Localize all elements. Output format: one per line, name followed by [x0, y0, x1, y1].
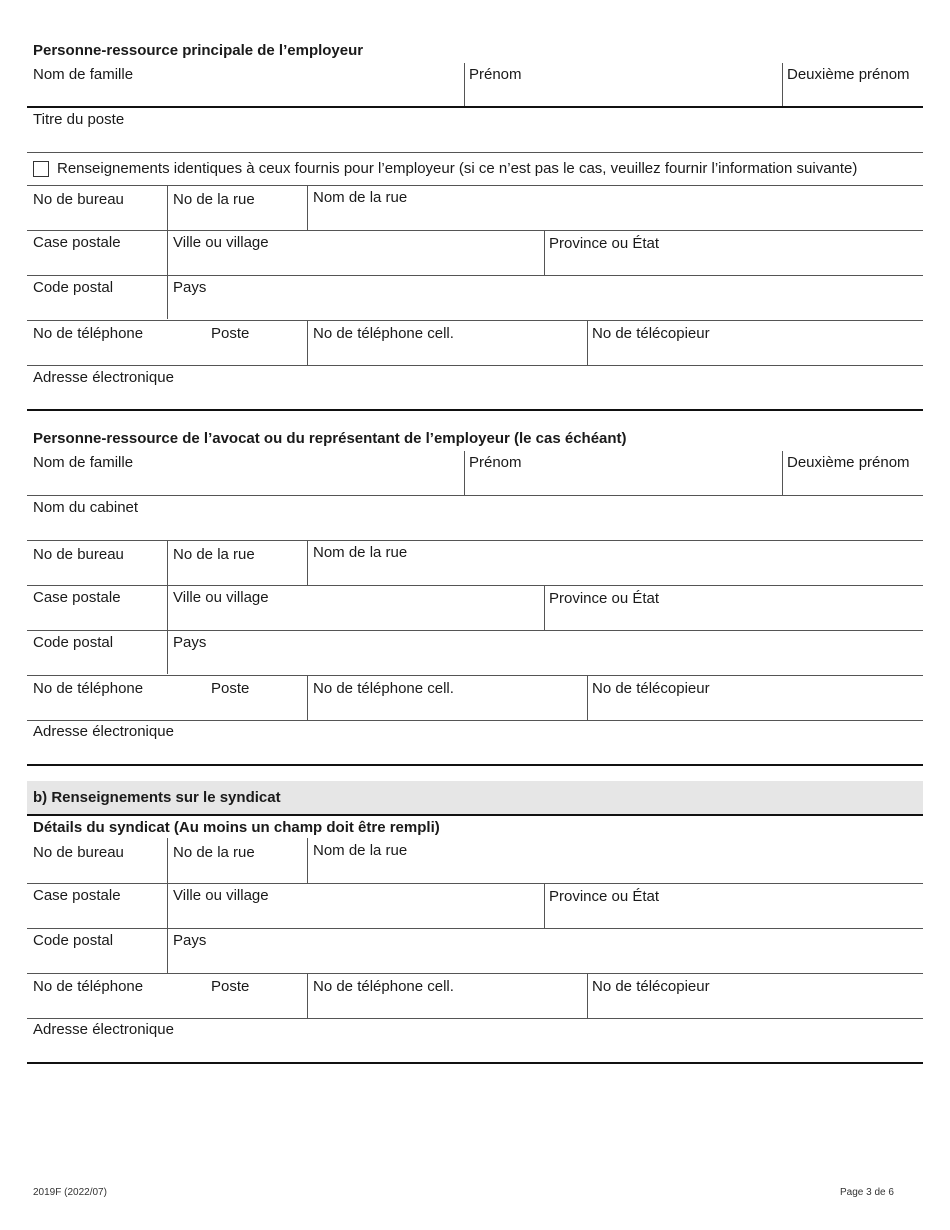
- employer-country-field[interactable]: Pays: [173, 279, 207, 296]
- rep-street-name-field[interactable]: Nom de la rue: [313, 544, 408, 561]
- same-info-checkbox-label: Renseignements identiques à ceux fournis pour l’employeur (si ce n’est pas le cas, veuillez fournir l’information suivante): [57, 160, 858, 177]
- rep-office-no-field[interactable]: No de bureau: [33, 546, 124, 563]
- employer-contact-heading: Personne-ressource principale de l’employeur: [33, 42, 364, 59]
- rep-city-field[interactable]: Ville ou village: [173, 589, 269, 606]
- form-id: 2019F (2022/07): [33, 1187, 107, 1198]
- same-info-checkbox[interactable]: [33, 161, 49, 177]
- union-street-no-field[interactable]: No de la rue: [173, 844, 255, 861]
- union-email-field[interactable]: Adresse électronique: [33, 1021, 174, 1038]
- union-postal-code-field[interactable]: Code postal: [33, 932, 114, 949]
- rep-phone-field[interactable]: No de téléphone: [33, 680, 144, 697]
- employer-middle-name-field[interactable]: Deuxième prénom: [787, 66, 910, 83]
- rep-cell-field[interactable]: No de téléphone cell.: [313, 680, 454, 697]
- union-province-field[interactable]: Province ou État: [549, 888, 660, 905]
- union-city-field[interactable]: Ville ou village: [173, 887, 269, 904]
- employer-fax-field[interactable]: No de télécopieur: [592, 325, 710, 342]
- rep-first-name-field[interactable]: Prénom: [469, 454, 522, 471]
- employer-postal-code-field[interactable]: Code postal: [33, 279, 114, 296]
- rep-province-field[interactable]: Province ou État: [549, 590, 660, 607]
- employer-street-name-field[interactable]: Nom de la rue: [313, 189, 408, 206]
- union-cell-field[interactable]: No de téléphone cell.: [313, 978, 454, 995]
- employer-first-name-field[interactable]: Prénom: [469, 66, 522, 83]
- rep-street-no-field[interactable]: No de la rue: [173, 546, 255, 563]
- union-po-box-field[interactable]: Case postale: [33, 887, 121, 904]
- union-details-heading: Détails du syndicat (Au moins un champ doit être rempli): [33, 819, 440, 836]
- employer-phone-field[interactable]: No de téléphone: [33, 325, 144, 342]
- employer-email-field[interactable]: Adresse électronique: [33, 369, 174, 386]
- page-number: Page 3 de 6: [840, 1187, 894, 1198]
- rep-postal-code-field[interactable]: Code postal: [33, 634, 114, 651]
- employer-city-field[interactable]: Ville ou village: [173, 234, 269, 251]
- employer-cell-field[interactable]: No de téléphone cell.: [313, 325, 454, 342]
- union-fax-field[interactable]: No de télécopieur: [592, 978, 710, 995]
- rep-country-field[interactable]: Pays: [173, 634, 207, 651]
- rep-middle-name-field[interactable]: Deuxième prénom: [787, 454, 910, 471]
- rep-po-box-field[interactable]: Case postale: [33, 589, 121, 606]
- employer-po-box-field[interactable]: Case postale: [33, 234, 121, 251]
- union-street-name-field[interactable]: Nom de la rue: [313, 842, 408, 859]
- union-office-no-field[interactable]: No de bureau: [33, 844, 124, 861]
- rep-last-name-field[interactable]: Nom de famille: [33, 454, 134, 471]
- rep-firm-name-field[interactable]: Nom du cabinet: [33, 499, 139, 516]
- employer-office-no-field[interactable]: No de bureau: [33, 191, 124, 208]
- rep-fax-field[interactable]: No de télécopieur: [592, 680, 710, 697]
- employer-province-field[interactable]: Province ou État: [549, 235, 660, 252]
- employer-street-no-field[interactable]: No de la rue: [173, 191, 255, 208]
- employer-job-title-field[interactable]: Titre du poste: [33, 111, 125, 128]
- rep-email-field[interactable]: Adresse électronique: [33, 723, 174, 740]
- employer-last-name-field[interactable]: Nom de famille: [33, 66, 134, 83]
- employer-ext-field[interactable]: Poste: [211, 325, 250, 342]
- rep-ext-field[interactable]: Poste: [211, 680, 250, 697]
- union-phone-field[interactable]: No de téléphone: [33, 978, 144, 995]
- union-country-field[interactable]: Pays: [173, 932, 207, 949]
- union-section-heading: b) Renseignements sur le syndicat: [33, 789, 281, 806]
- union-ext-field[interactable]: Poste: [211, 978, 250, 995]
- representative-contact-heading: Personne-ressource de l’avocat ou du représentant de l’employeur (le cas échéant): [33, 430, 627, 447]
